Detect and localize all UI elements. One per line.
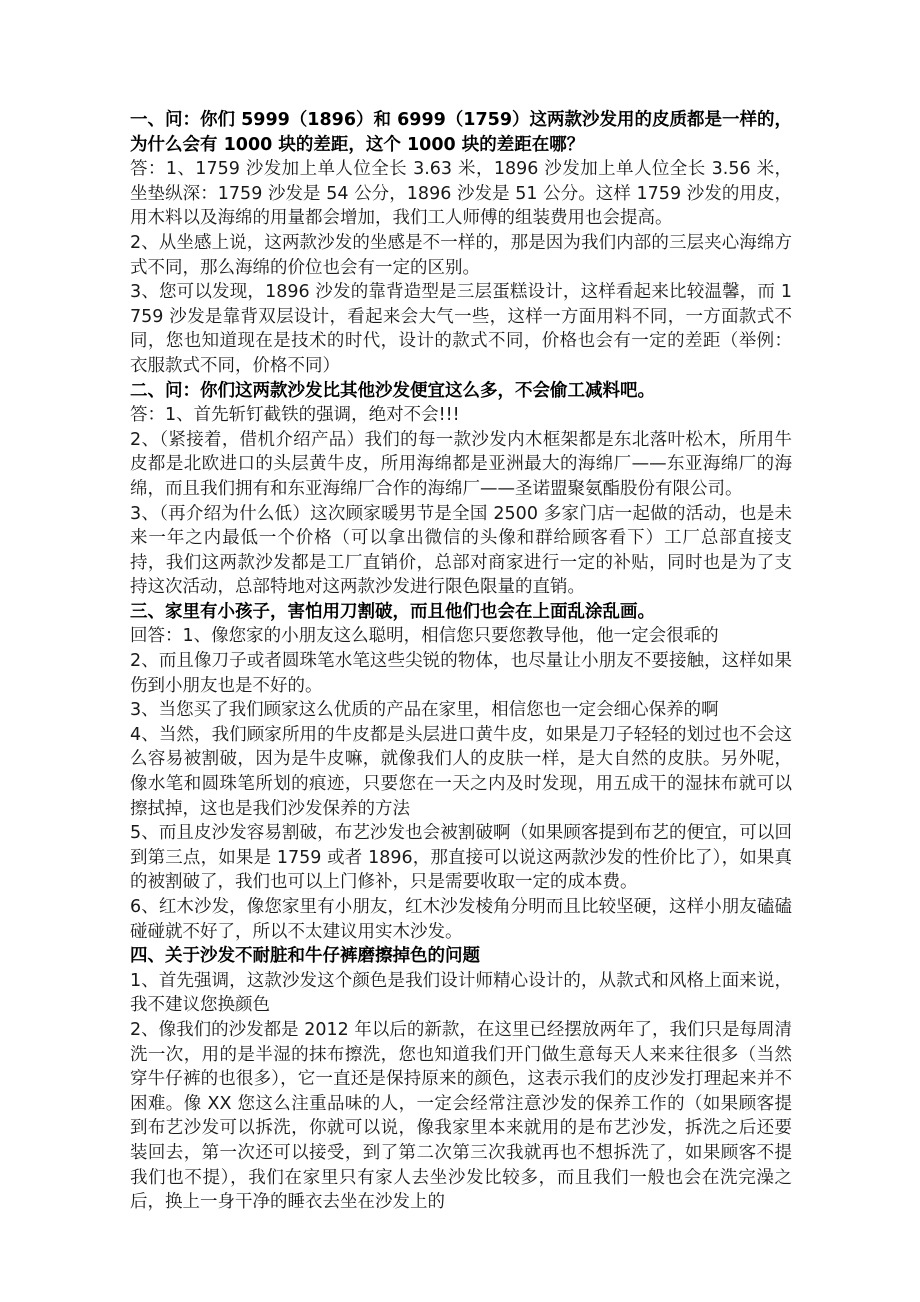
section-2-heading: 二、问：你们这两款沙发比其他沙发便宜这么多，不会偷工减料吧。 bbox=[130, 380, 655, 401]
section-4-point-1: 1、首先强调，这款沙发这个颜色是我们设计师精心设计的，从款式和风格上面来说，我不建议您换颜色 bbox=[130, 970, 792, 1016]
section-3-point-2: 2、而且像刀子或者圆珠笔水笔这些尖锐的物体，也尽量让小朋友不要接触，这样如果伤到小朋友也是不好的。 bbox=[130, 651, 792, 696]
section-2-point-3: 3、（再介绍为什么低）这次顾家暖男节是全国 2500 多家门店一起做的活动，也是未来一年之内最低一个价格（可以拿出微信的头像和群给顾客看下）工厂总部直接支持，我们这两款沙发都是工厂直销价，总部对商家进行一定的补贴，同时也是为了支持这次活动，总部特地对这两款沙发进行限色限量的直销。 bbox=[130, 503, 792, 598]
section-3-heading: 三、家里有小孩子，害怕用刀割破，而且他们也会在上面乱涂乱画。 bbox=[130, 601, 655, 622]
section-3-point-3: 3、当您买了我们顾家这么优质的产品在家里，相信您也一定会细心保养的啊 bbox=[130, 700, 719, 721]
section-1-point-3: 3、您可以发现，1896 沙发的靠背造型是三层蛋糕设计，这样看起来比较温馨，而 1759 沙发是靠背双层设计，看起来会大气一些，这样一方面用料不同，一方面款式不同，您也知道现在是技术的时代，设计的款式不同，价格也会有一定的差距（举例：衣服款式不同，价格不同） bbox=[130, 282, 792, 376]
section-2-answer-1: 答：1、首先斩钉截铁的强调，绝对不会!!! bbox=[130, 405, 460, 426]
section-1-heading: 一、问：你们 5999（1896）和 6999（1759）这两款沙发用的皮质都是一样的，为什么会有 1000 块的差距，这个 1000 块的差距在哪？ bbox=[130, 110, 793, 155]
section-4-heading: 四、关于沙发不耐脏和牛仔裤磨擦掉色的问题 bbox=[130, 946, 480, 967]
document-content bbox=[130, 108, 792, 1215]
section-3-point-4: 4、当然，我们顾家所用的牛皮都是头层进口黄牛皮，如果是刀子轻轻的划过也不会这么容易被割破，因为是牛皮嘛，就像我们人的皮肤一样，是大自然的皮肤。另外呢，像水笔和圆珠笔所划的痕迹，只要您在一天之内及时发现，用五成干的湿抹布就可以擦拭掉，这也是我们沙发保养的方法 bbox=[130, 724, 792, 819]
section-1-point-2: 2、从坐感上说，这两款沙发的坐感是不一样的，那是因为我们内部的三层夹心海绵方式不同，那么海绵的价位也会有一定的区别。 bbox=[130, 232, 792, 278]
section-4-point-2: 2、像我们的沙发都是 2012 年以后的新款，在这里已经摆放两年了，我们只是每周清洗一次，用的是半湿的抹布擦洗，您也知道我们开门做生意每天人来来往很多（当然穿牛仔裤的也很多），它一直还是保持原来的颜色，这表示我们的皮沙发打理起来并不困难。像 XX 您这么注重品味的人，一定会经常注意沙发的保养工作的（如果顾客提到布艺沙发可以拆洗，你就可以说，像我家里本来就用的是布艺沙发，拆洗之后还要装回去，第一次还可以接受，到了第二次第三次我就再也不想拆洗了，如果顾客不提我们也不提），我们在家里只有家人去坐沙发比较多，而且我们一般也会在洗完澡之后，换上一身干净的睡衣去坐在沙发上的 bbox=[130, 1019, 792, 1213]
section-3-answer-1: 回答：1、像您家的小朋友这么聪明，相信您只要您教导他，他一定会很乖的 bbox=[130, 626, 719, 647]
section-1-answer-1: 答：1、1759 沙发加上单人位全长 3.63 米，1896 沙发加上单人位全长 3.56 米，坐垫纵深：1759 沙发是 54 公分，1896 沙发是 51 公分。这样 1759 沙发的用皮，用木料以及海绵的用量都会增加，我们工人师傅的组装费用也会提高。 bbox=[130, 159, 792, 229]
section-2-point-2: 2、（紧接着，借机介绍产品）我们的每一款沙发内木框架都是东北落叶松木，所用牛皮都是北欧进口的头层黄牛皮，所用海绵都是亚洲最大的海绵厂——东亚海绵厂的海绵，而且我们拥有和东亚海绵厂合作的海绵厂——圣诺盟聚氨酯股份有限公司。 bbox=[130, 429, 792, 499]
section-3-point-5: 5、而且皮沙发容易割破，布艺沙发也会被割破啊（如果顾客提到布艺的便宜，可以回到第三点，如果是 1759 或者 1896，那直接可以说这两款沙发的性价比了），如果真的被割破了，我们也可以上门修补，只是需要收取一定的成本费。 bbox=[130, 823, 792, 893]
section-3-point-6: 6、红木沙发，像您家里有小朋友，红木沙发棱角分明而且比较坚硬，这样小朋友磕磕碰碰就不好了，所以不太建议用实木沙发。 bbox=[130, 897, 792, 942]
